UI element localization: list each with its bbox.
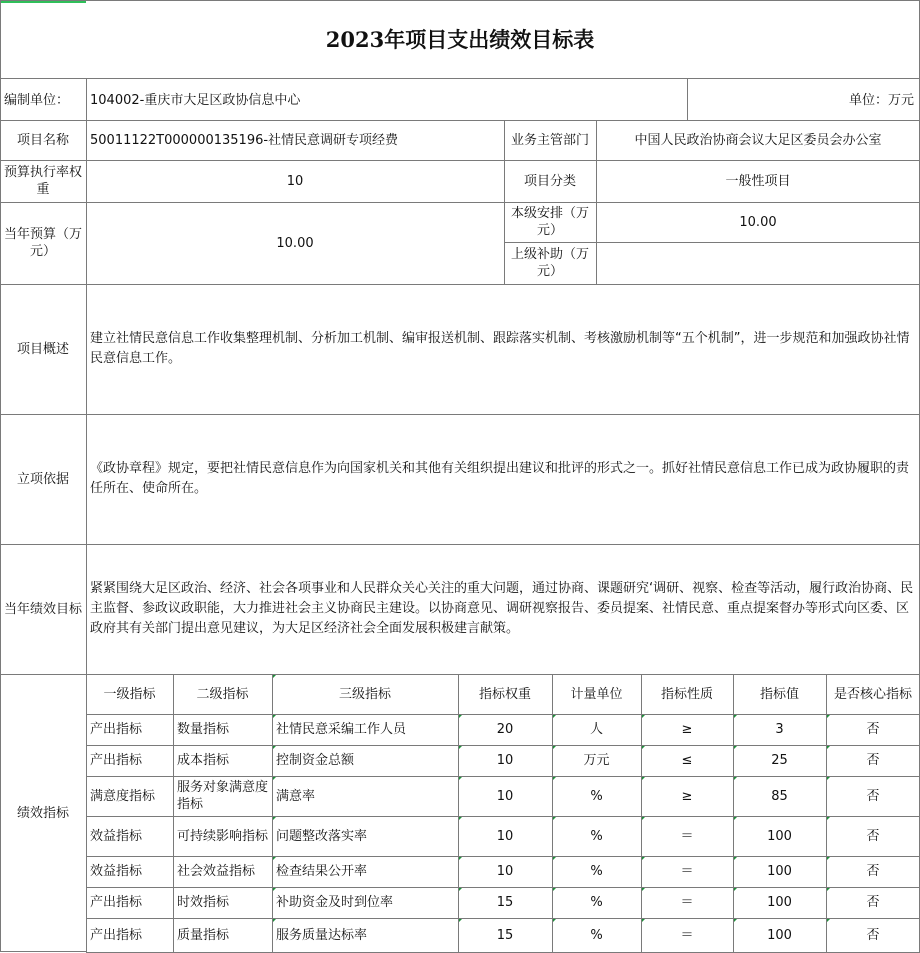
indicator-cell-value: 3 bbox=[775, 722, 784, 737]
indicator-cell-nature: ＝ bbox=[680, 864, 694, 879]
upper-subsidy-value bbox=[596, 242, 920, 284]
indicator-cell-level3: 服务质量达标率 bbox=[276, 927, 368, 943]
indicators-label: 绩效指标 bbox=[16, 805, 69, 821]
indicator-cell-value: 100 bbox=[767, 864, 792, 879]
category-label: 项目分类 bbox=[523, 173, 576, 189]
local-budget-value: 10.00 bbox=[739, 214, 777, 230]
grid-line bbox=[0, 674, 920, 675]
grid-line bbox=[0, 120, 920, 121]
indicator-cell-weight: 10 bbox=[496, 753, 514, 768]
indicator-cell-value: 25 bbox=[771, 753, 788, 768]
indicator-cell-value: 85 bbox=[771, 788, 788, 804]
indicator-cell-level3: 社情民意采编工作人员 bbox=[276, 722, 407, 737]
upper-subsidy-label: 上级补助（万元） bbox=[510, 247, 589, 279]
indicator-cell-level3: 问题整改落实率 bbox=[276, 828, 368, 844]
grid-line bbox=[0, 78, 920, 79]
indicator-cell-level3: 检查结果公开率 bbox=[276, 864, 368, 879]
indicator-cell-level3: 补助资金及时到位率 bbox=[276, 895, 394, 910]
indicator-cell-weight: 10 bbox=[496, 788, 514, 804]
indicator-cell-level1: 产出指标 bbox=[90, 722, 143, 737]
unit-label: 编制单位： bbox=[4, 92, 70, 108]
grid-line bbox=[458, 674, 459, 952]
dept-value: 中国人民政治协商会议大足区委员会办公室 bbox=[634, 132, 882, 148]
indicator-cell-unit: % bbox=[590, 788, 603, 804]
indicator-cell-unit: 人 bbox=[589, 722, 603, 737]
indicator-cell-nature: ＝ bbox=[680, 895, 694, 910]
indicator-cell-unit: % bbox=[590, 864, 603, 879]
indicator-cell-core: 否 bbox=[866, 895, 880, 910]
indicator-header-unit: 计量单位 bbox=[570, 686, 623, 702]
currency-unit: 单位：万元 bbox=[848, 92, 914, 108]
grid-line bbox=[0, 160, 920, 161]
grid-line bbox=[641, 674, 642, 952]
indicator-cell-weight: 15 bbox=[496, 927, 514, 943]
grid-line bbox=[826, 674, 827, 952]
grid-line bbox=[0, 414, 920, 415]
indicator-header-level1: 一级指标 bbox=[103, 686, 156, 702]
grid-line bbox=[86, 776, 920, 777]
indicator-cell-weight: 10 bbox=[496, 864, 514, 879]
indicator-header-value: 指标值 bbox=[759, 686, 799, 702]
indicator-cell-core: 否 bbox=[866, 753, 880, 768]
indicator-cell-unit: % bbox=[590, 927, 603, 943]
basis-text: 《政协章程》规定，要把社情民意信息作为向国家机关和其他有关组织提出建议和批评的形式之一。抓好社情民意信息工作已成为政协履职的责任所在、使命所在。 bbox=[90, 461, 910, 496]
indicator-cell-core: 否 bbox=[866, 828, 880, 844]
indicator-cell-level2: 服务对象满意度指标 bbox=[177, 780, 269, 812]
grid-line bbox=[173, 674, 174, 952]
grid-line bbox=[733, 674, 734, 952]
category-value: 一般性项目 bbox=[725, 173, 791, 189]
indicator-cell-weight: 15 bbox=[496, 895, 514, 910]
indicator-cell-level3: 控制资金总额 bbox=[276, 753, 355, 768]
indicator-cell-weight: 10 bbox=[496, 828, 514, 844]
grid-line bbox=[86, 78, 87, 952]
grid-line bbox=[86, 714, 920, 715]
grid-line bbox=[687, 78, 688, 120]
grid-line bbox=[504, 242, 920, 243]
indicator-cell-nature: ≥ bbox=[681, 722, 693, 737]
indicator-cell-core: 否 bbox=[866, 864, 880, 879]
indicator-cell-nature: ≥ bbox=[681, 788, 693, 804]
grid-line bbox=[86, 856, 920, 857]
grid-line bbox=[86, 887, 920, 888]
indicator-cell-unit: 万元 bbox=[583, 753, 610, 768]
indicator-cell-level1: 满意度指标 bbox=[90, 788, 156, 804]
page-title: 2023年项目支出绩效目标表 bbox=[325, 27, 595, 52]
grid-line bbox=[0, 544, 920, 545]
unit-value: 104002-重庆市大足区政协信息中心 bbox=[90, 92, 301, 108]
indicator-cell-level2: 社会效益指标 bbox=[177, 864, 256, 879]
grid-line bbox=[596, 120, 597, 284]
indicator-cell-nature: ＝ bbox=[680, 828, 694, 844]
grid-line bbox=[0, 0, 1, 952]
grid-line bbox=[504, 120, 505, 284]
indicator-header-level3: 三级指标 bbox=[338, 686, 391, 702]
indicator-cell-level1: 效益指标 bbox=[90, 828, 143, 844]
indicator-cell-level2: 质量指标 bbox=[177, 927, 230, 943]
basis-label: 立项依据 bbox=[16, 471, 69, 487]
indicator-cell-unit: % bbox=[590, 895, 603, 910]
indicator-cell-level3: 满意率 bbox=[276, 788, 316, 804]
budget-value: 10.00 bbox=[276, 235, 314, 251]
indicator-cell-level1: 产出指标 bbox=[90, 895, 143, 910]
indicator-cell-level2: 成本指标 bbox=[177, 753, 230, 768]
grid-line bbox=[552, 674, 553, 952]
indicator-header-nature: 指标性质 bbox=[660, 686, 713, 702]
local-budget-label: 本级安排（万元） bbox=[510, 206, 589, 238]
indicator-header-core: 是否核心指标 bbox=[833, 686, 912, 702]
indicator-cell-value: 100 bbox=[767, 927, 792, 943]
budget-label: 当年预算（万元） bbox=[4, 227, 83, 259]
indicator-cell-level1: 产出指标 bbox=[90, 927, 143, 943]
project-name-label: 项目名称 bbox=[16, 132, 69, 148]
indicator-cell-core: 否 bbox=[866, 788, 880, 804]
indicator-header-level2: 二级指标 bbox=[196, 686, 249, 702]
goal-label: 当年绩效目标 bbox=[4, 601, 83, 617]
indicator-cell-nature: ≤ bbox=[681, 753, 693, 768]
indicator-cell-nature: ＝ bbox=[680, 927, 694, 943]
overview-label: 项目概述 bbox=[16, 341, 69, 357]
indicator-cell-unit: % bbox=[590, 828, 603, 844]
grid-line bbox=[86, 918, 920, 919]
indicator-cell-level2: 数量指标 bbox=[177, 722, 230, 737]
grid-line bbox=[86, 816, 920, 817]
grid-line bbox=[0, 0, 920, 1]
project-name-value: 50011122T000000135196-社情民意调研专项经费 bbox=[90, 132, 399, 148]
indicator-cell-weight: 20 bbox=[496, 722, 514, 737]
grid-line bbox=[86, 745, 920, 746]
dept-label: 业务主管部门 bbox=[510, 132, 589, 148]
goal-text: 紧紧围绕大足区政治、经济、社会各项事业和人民群众关心关注的重大问题，通过协商、课题研究‘调研、视察、检查等活动，履行政治协商、民主监督、参政议政职能，大力推进社会主义协商民主建设。以协商意见、调研视察报告、委员提案、社情民意、重点提案督办等形式向区委、区政府其有关部门提出意见建议，为大足区经济社会全面发展积极建言献策。 bbox=[90, 581, 914, 636]
indicator-cell-level1: 效益指标 bbox=[90, 864, 143, 879]
grid-line bbox=[0, 284, 920, 285]
weight-value: 10 bbox=[286, 173, 304, 189]
indicator-cell-core: 否 bbox=[866, 927, 880, 943]
overview-text: 建立社情民意信息工作收集整理机制、分析加工机制、编审报送机制、跟踪落实机制、考核激励机制等“五个机制”，进一步规范和加强政协社情民意信息工作。 bbox=[90, 331, 910, 366]
indicator-cell-value: 100 bbox=[767, 828, 792, 844]
indicator-cell-value: 100 bbox=[767, 895, 792, 910]
weight-label: 预算执行率权重 bbox=[4, 165, 83, 197]
indicator-cell-level1: 产出指标 bbox=[90, 753, 143, 768]
indicator-cell-core: 否 bbox=[866, 722, 880, 737]
indicator-cell-level2: 时效指标 bbox=[177, 895, 230, 910]
grid-line bbox=[0, 202, 920, 203]
grid-line bbox=[272, 674, 273, 952]
indicator-cell-level2: 可持续影响指标 bbox=[177, 828, 269, 844]
indicator-header-weight: 指标权重 bbox=[478, 686, 531, 702]
